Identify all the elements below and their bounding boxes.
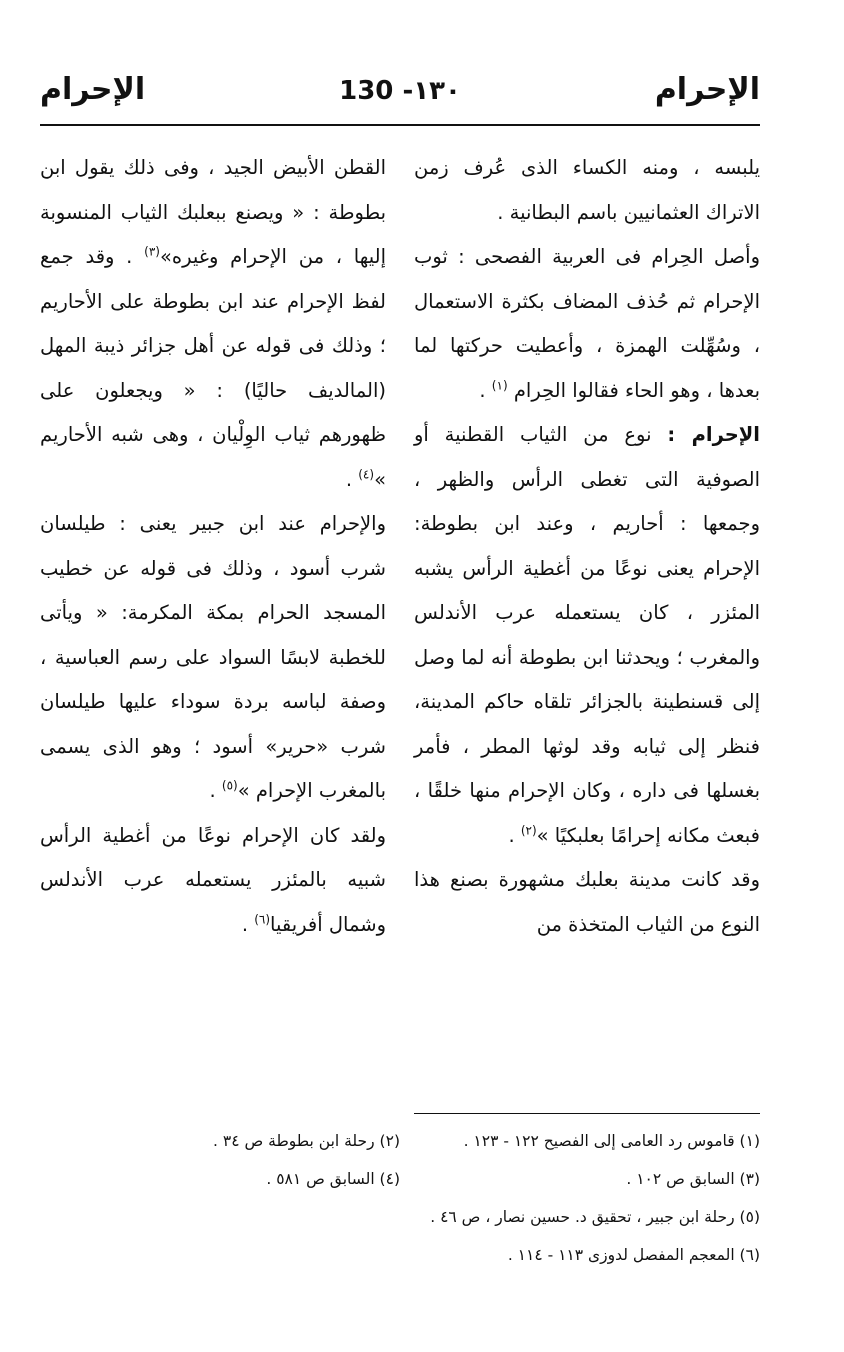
footnote-2: (٢) رحلة ابن بطوطة ص ٣٤ . xyxy=(213,1132,400,1150)
right-column xyxy=(414,146,760,947)
footnote-ref: (٥) xyxy=(221,778,238,793)
footnotes xyxy=(40,1122,760,1274)
page-number: 130 -١٣٠ xyxy=(339,76,461,106)
entry-term: الإحرام : xyxy=(667,423,760,446)
footnote-ref: (٣) xyxy=(144,244,160,259)
running-title-left: الإحرام xyxy=(40,72,146,107)
footnote-4: (٤) السابق ص ٥٨١ . xyxy=(266,1170,400,1188)
paragraph xyxy=(414,858,760,947)
paragraph-text: يلبسه ، ومنه الكساء الذى عُرف زمن الاتراك العثمانيين باسم البطانية . xyxy=(414,156,760,224)
footnote-ref: (٦) xyxy=(254,912,271,926)
footnote-3: (٣) السابق ص ١٠٢ . xyxy=(626,1170,760,1188)
footnote-rule xyxy=(414,1113,760,1114)
paragraph-text: وقد كانت مدينة بعلبك مشهورة بصنع هذا النوع من الثياب المتخذة من xyxy=(414,868,760,936)
paragraph-text: . xyxy=(345,467,359,491)
left-column xyxy=(40,146,386,947)
paragraph-text: وأصل الحِرام فى العربية الفصحى : ثوب الإحرام ثم حُذف المضاف بكثرة الاستعمال ، وسُهِّلت الهمزة ، وأعطيت حركتها لما بعدها ، وهو الحاء فقالوا الحِرام xyxy=(414,245,760,402)
paragraph xyxy=(414,413,760,858)
paragraph-text: ولقد كان الإحرام نوعًا من أغطية الرأس شبيه بالمئزر يستعمله عرب الأندلس وشمال أفريقيا xyxy=(40,823,386,936)
paragraph xyxy=(40,146,386,502)
paragraph xyxy=(414,146,760,235)
footnote-ref: (٤) xyxy=(358,467,375,481)
footnote-ref: (١) xyxy=(491,378,508,392)
header-rule xyxy=(40,124,760,126)
page-header xyxy=(40,68,760,124)
paragraph-text: . وقد جمع لفظ الإحرام عند ابن بطوطة على الأحاريم ؛ وذلك فى قوله عن أهل جزائر ذيبة المهل (المالديف حاليًا) : « ويجعلون على ظهورهم ثياب الوِلْيان ، وهى شبه الأحاريم » xyxy=(40,245,386,491)
paragraph-text: . xyxy=(479,378,492,402)
paragraph xyxy=(40,814,386,948)
footnote-row xyxy=(40,1122,760,1160)
paragraph-text: والإحرام عند ابن جبير يعنى : طيلسان شرب أسود ، وذلك فى قوله عن خطيب المسجد الحرام بمكة المكرمة: « ويأتى للخطبة لابسًا السواد على رسم العباسية ، وصفة لباسه بردة سوداء عليها طيلسان شرب «حرير» أسود ؛ وهو الذى يسمى بالمغرب الإحرام » xyxy=(40,512,386,802)
paragraph xyxy=(40,502,386,814)
footnote-ref: (٢) xyxy=(520,823,537,837)
footnote-6: (٦) المعجم المفصل لدوزى ١١٣ - ١١٤ . xyxy=(507,1246,760,1264)
paragraph xyxy=(414,235,760,413)
paragraph-text: . xyxy=(209,779,222,802)
paragraph-text: نوع من الثياب القطنية أو الصوفية التى تغطى الرأس والظهر ، وجمعها : أحاريم ، وعند ابن بطوطة: الإحرام يعنى نوعًا من أغطية الرأس يشبه المئزر ، كان يستعمله عرب الأندلس والمغرب ؛ ويحدثنا ابن بطوطة أنه لما وصل إلى قسنطينة بالجزائر تلقاه حاكم المدينة، فنظر إلى ثيابه وقد لوثها المطر ، فأمر بغسلها فى داره ، وكان الإحرام منها خلقًا ، فبعث مكانه إحرامًا بعلبكيًا » xyxy=(414,423,760,847)
paragraph-text: . xyxy=(241,912,255,936)
paragraph-text: . xyxy=(508,823,521,847)
footnote-row xyxy=(40,1160,760,1198)
paragraph-text: القطن الأبيض الجيد ، وفى ذلك يقول ابن بطوطة : « ويصنع ببعلبك الثياب المنسوبة إليها ، من الإحرام وغيره» xyxy=(40,156,386,268)
footnote-5: (٥) رحلة ابن جبير ، تحقيق د. حسين نصار ، ص ٤٦ . xyxy=(430,1208,760,1226)
footnote-1: (١) قاموس رد العامى إلى الفصيح ١٢٢ - ١٢٣ . xyxy=(463,1132,760,1150)
running-title-right: الإحرام xyxy=(654,72,760,107)
